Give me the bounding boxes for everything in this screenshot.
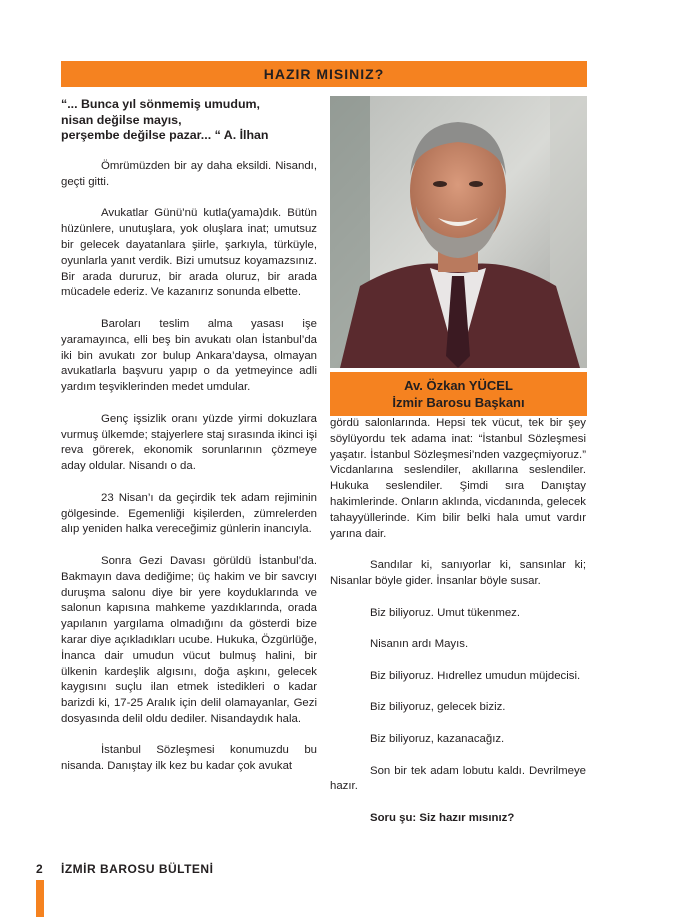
right-column <box>330 416 586 843</box>
paragraph: Biz biliyoruz. Hıdrellez umudun müjdecisi. <box>370 669 581 682</box>
paragraph: Ömrümüzden bir ay daha eksildi. Nisandı, geçti gitti. <box>61 160 317 188</box>
paragraph: Sonra Gezi Davası görüldü İstanbul’da. Bakmayın dava dediğime; üç hakim ve bir savcıyı duruşma salonu diye bir yere koyduklarında ve salonun kapısına mahkeme yazdıklarında, orada yapılanın yargılama olmadığını da gösterdi bize karar diye açıkladıkları ucube. Hukuka, Özgürlüğe, İnanca dair umudun vücut bulmuş halini, bir ülkenin kardeşlik algısını, doğa aşkını, gelecek kaygısını suçlu ilan etmek istedikleri o kadar barizdi ki, 17-25 Aralık için delil olamayanlar, Gezi dosyasında delil oldu dediler. Nisandaydık hala. <box>61 554 317 725</box>
page-title: HAZIR MISINIZ? <box>263 66 385 82</box>
paragraph: Sandılar ki, sanıyorlar ki, sansınlar ki; Nisanlar böyle gider. İnsanlar böyle susar. <box>330 559 586 587</box>
paragraph: İstanbul Sözleşmesi konumuzdu bu nisanda. Danıştay ilk kez bu kadar çok avukat <box>61 744 317 773</box>
paragraph: Baroları teslim alma yasası işe yaramayınca, elli beş bin avukatı olan İstanbul’da iki bin avukatı zor bulup Ankara’daysa, olmayan avukatlarla başvuru yapıp o da yetmeyince adli yardım teşviklerinden medet umdular. <box>61 317 317 394</box>
paragraph: Genç işsizlik oranı yüzde yirmi dokuzlara vurmuş ülkemde; stajyerlere staj sırasında ikinci işi reva görerek, ekonomik sorunlarının çözmeye aday oldular. Nisandı o da. <box>61 412 317 473</box>
portrait-image <box>330 96 587 368</box>
paragraph: Avukatlar Günü’nü kutla(yama)dık. Bütün hüzünlere, unutuşlara, yok oluşlara inat; umutsuz bir gelecek dayatanlara şiirle, şarkıyla, türküyle, oyunlarla yanıt verdik. Bizi umutsuz koyamazsınız. Bir arada dururuz, bir arada oluruz, bir arada mücadele ederiz. Ve kazanırız sonunda elbette. <box>61 207 317 299</box>
quote-line: “... Bunca yıl sönmemiş umudum, <box>61 97 260 111</box>
photo-caption <box>330 372 587 416</box>
closing-question: Soru şu: Siz hazır mısınız? <box>370 811 515 824</box>
paragraph: Son bir tek adam lobutu kaldı. Devrilmeye hazır. <box>330 764 586 793</box>
paragraph: 23 Nisan’ı da geçirdik tek adam rejiminin gölgesinde. Egemenliği kişilerden, zümrelerden alıp yeniden halka vereceğimiz günlerin inancıyla. <box>61 491 317 536</box>
paragraph: Biz biliyoruz, gelecek biziz. <box>370 701 506 714</box>
author-name: Av. Özkan YÜCEL <box>404 378 513 393</box>
paragraph: Nisanın ardı Mayıs. <box>370 638 469 651</box>
paragraph: Biz biliyoruz. Umut tükenmez. <box>370 606 521 619</box>
paragraph: Biz biliyoruz, kazanacağız. <box>370 732 505 745</box>
left-column <box>61 159 317 791</box>
paragraph: gördü salonlarında. Hepsi tek vücut, tek bir şey söylüyordu tek adama inat: “İstanbul Sözleşmesi yaşatır. İstanbul Sözleşmesi’nden vazgeçmiyoruz.” Vicdanlarına seslendiler, akıllarına seslendiler. Hukuka seslendiler. Şimdi sıra Danıştay hakimlerinde. Onların aklında, vicdanında, gelecek tahayyüllerinde. Kim bilir belki hala umut vardır yarına dair. <box>330 417 586 540</box>
footer-accent-bar <box>36 880 44 917</box>
header-bar <box>61 61 587 87</box>
author-photo <box>330 96 587 368</box>
quote-line: nisan değilse mayıs, <box>61 112 182 127</box>
author-title: İzmir Barosu Başkanı <box>392 395 525 410</box>
epigraph-quote <box>61 97 321 144</box>
quote-line: perşembe değilse pazar... “ A. İlhan <box>61 128 269 142</box>
page-number: 2 <box>36 862 43 876</box>
publication-name: İZMİR BAROSU BÜLTENİ <box>61 862 214 876</box>
